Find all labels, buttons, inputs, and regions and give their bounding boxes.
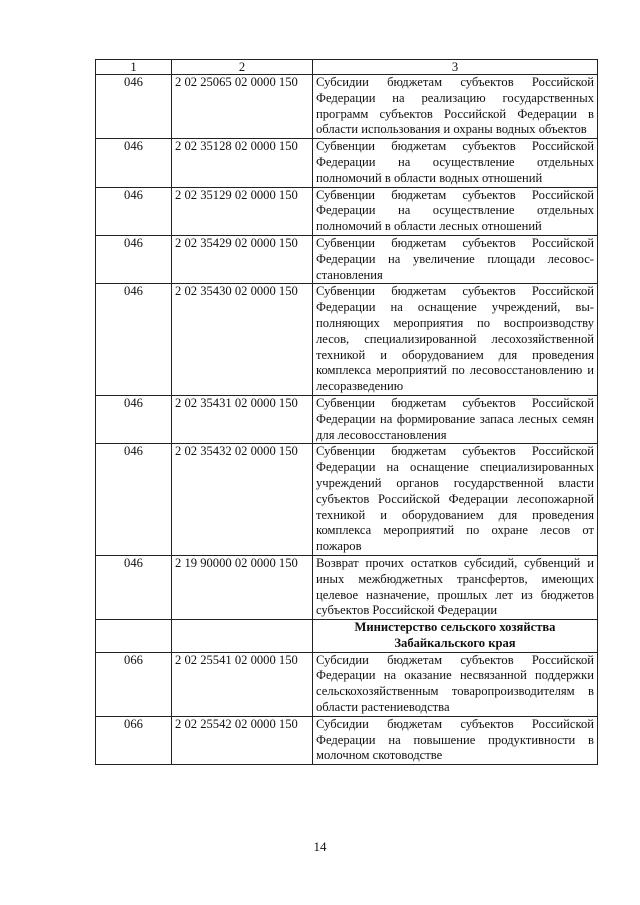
table-row — [96, 716, 598, 764]
admin-code-cell: 066 — [96, 716, 172, 764]
budget-classification-code-cell: 2 02 25065 02 0000 150 — [172, 75, 313, 139]
admin-code-cell: 046 — [96, 139, 172, 187]
admin-code-cell: 046 — [96, 187, 172, 235]
table-row — [96, 395, 598, 443]
budget-classification-code-cell: 2 19 90000 02 0000 150 — [172, 555, 313, 619]
table-body — [96, 60, 598, 765]
table-header-row — [96, 60, 598, 75]
budget-classification-code-cell: 2 02 25541 02 0000 150 — [172, 652, 313, 716]
income-description-cell: Субвенции бюджетам субъектов Российской Федерации на осуществление отдельных полномочий в области лесных отношений — [313, 187, 598, 235]
income-description-cell: Субвенции бюджетам субъектов Российской Федерации на осуществление отдельных полномочий в области водных отношений — [313, 139, 598, 187]
section-row — [96, 620, 598, 653]
admin-code-cell: 046 — [96, 555, 172, 619]
section-title: Министерство сельского хозяйства Забайкальского края — [313, 620, 598, 653]
table-row — [96, 555, 598, 619]
income-description-cell: Субвенции бюджетам субъектов Российской Федерации на оснащение специализированных учреждений органов государственной власти субъектов Российской Федерации лесопожарной техникой и оборудованием для проведения комплекса мероприятий по охране лесов от пожаров — [313, 444, 598, 556]
admin-code-cell: 046 — [96, 75, 172, 139]
table-row — [96, 75, 598, 139]
budget-classification-code-cell: 2 02 35431 02 0000 150 — [172, 395, 313, 443]
budget-classification-code-cell: 2 02 35432 02 0000 150 — [172, 444, 313, 556]
admin-code-cell: 046 — [96, 235, 172, 283]
income-description-cell: Возврат прочих остатков субсидий, субвенций и иных межбюджетных трансфертов, имеющих целевое назначение, прошлых лет из бюджетов субъектов Российской Федерации — [313, 555, 598, 619]
income-description-cell: Субвенции бюджетам субъектов Российской Федерации на увеличение площади лесовосстановления — [313, 235, 598, 283]
column-header-3: 3 — [313, 60, 598, 75]
admin-code-cell: 046 — [96, 395, 172, 443]
admin-code-cell: 046 — [96, 444, 172, 556]
empty-cell — [172, 620, 313, 653]
budget-codes-table — [95, 59, 598, 765]
income-description-cell: Субсидии бюджетам субъектов Российской Федерации на реализацию государственных программ субъектов Российской Федерации в области использования и охраны водных объектов — [313, 75, 598, 139]
table-row — [96, 139, 598, 187]
budget-classification-code-cell: 2 02 25542 02 0000 150 — [172, 716, 313, 764]
column-header-1: 1 — [96, 60, 172, 75]
table-row — [96, 235, 598, 283]
table-row — [96, 652, 598, 716]
table-row — [96, 284, 598, 396]
empty-cell — [96, 620, 172, 653]
income-description-cell: Субсидии бюджетам субъектов Российской Федерации на повышение продуктивности в молочном скотоводстве — [313, 716, 598, 764]
income-description-cell: Субвенции бюджетам субъектов Российской Федерации на оснащение учреждений, выполняющих мероприятия по воспроизводству лесов, специализированной лесохозяйственной техникой и оборудованием для проведения комплекса мероприятий по лесовосстановлению и лесоразведению — [313, 284, 598, 396]
budget-classification-code-cell: 2 02 35430 02 0000 150 — [172, 284, 313, 396]
table-row — [96, 187, 598, 235]
admin-code-cell: 066 — [96, 652, 172, 716]
income-description-cell: Субвенции бюджетам субъектов Российской Федерации на формирование запаса лесных семян для лесовосстановления — [313, 395, 598, 443]
table-row — [96, 444, 598, 556]
budget-classification-code-cell: 2 02 35128 02 0000 150 — [172, 139, 313, 187]
income-description-cell: Субсидии бюджетам субъектов Российской Федерации на оказание несвязанной поддержки сельскохозяйственным товаропроизводителям в области растениеводства — [313, 652, 598, 716]
page-number: 14 — [313, 839, 327, 854]
budget-classification-code-cell: 2 02 35129 02 0000 150 — [172, 187, 313, 235]
budget-classification-code-cell: 2 02 35429 02 0000 150 — [172, 235, 313, 283]
admin-code-cell: 046 — [96, 284, 172, 396]
column-header-2: 2 — [172, 60, 313, 75]
